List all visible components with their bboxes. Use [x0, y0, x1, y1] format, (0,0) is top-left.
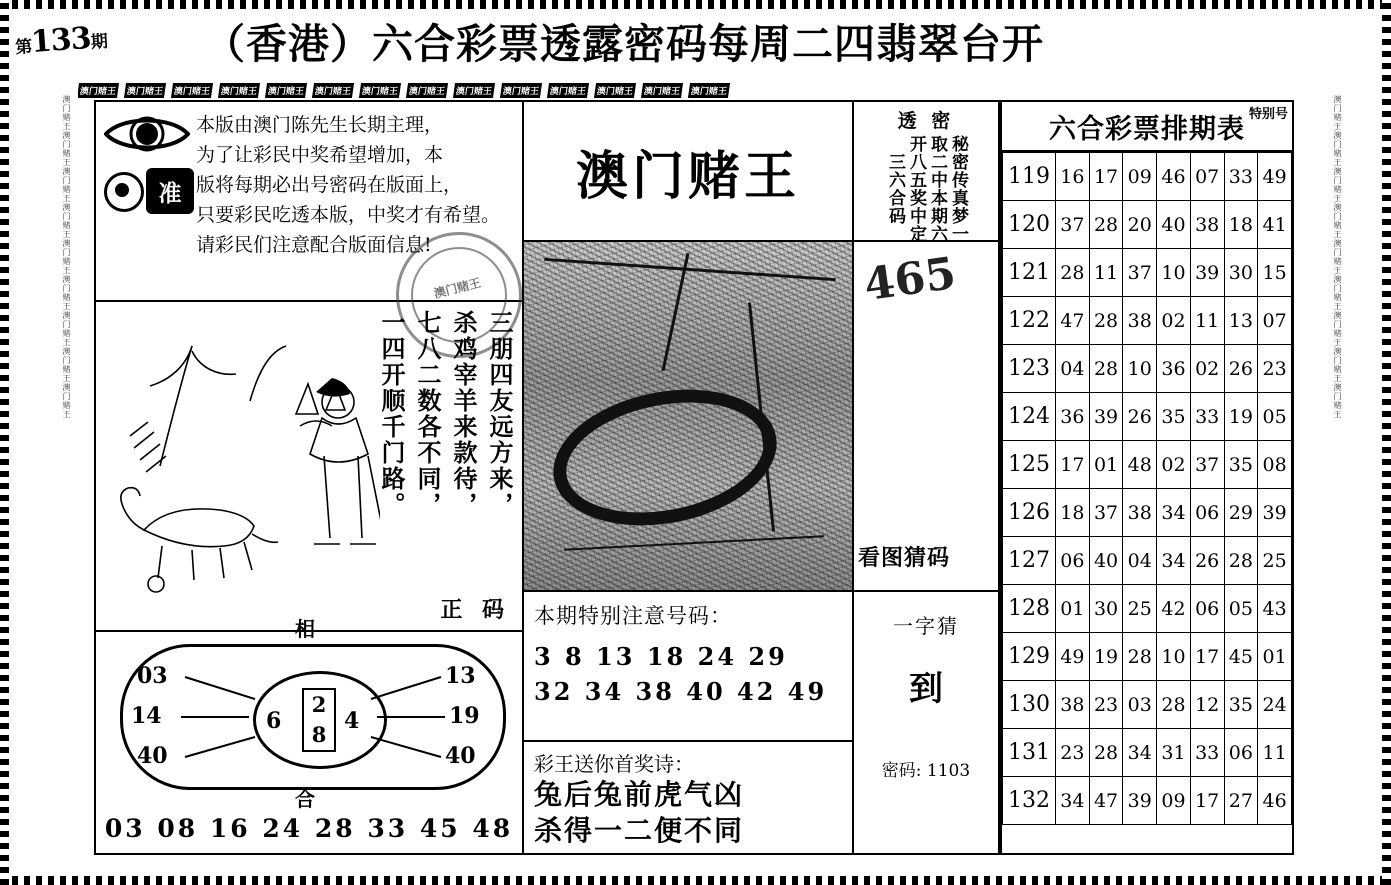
number-cell: 04	[1123, 537, 1157, 585]
handwriting-panel	[854, 242, 998, 592]
secret-title: 透 密	[897, 110, 955, 132]
oval-side-number: 40	[137, 743, 168, 769]
number-cell: 47	[1089, 777, 1123, 825]
number-cell: 33	[1190, 729, 1224, 777]
number-cell: 35	[1224, 681, 1258, 729]
scratch-line	[544, 258, 835, 281]
issue-suffix: 期	[90, 31, 108, 53]
oval-side-number: 14	[131, 703, 162, 729]
eye-icon	[102, 110, 194, 240]
number-cell: 26	[1190, 537, 1224, 585]
period-cell: 125	[1003, 441, 1056, 489]
page-title: （香港）六合彩票透露密码每周二四翡翠台开	[204, 20, 1044, 68]
number-cell: 18	[1056, 489, 1090, 537]
number-cell: 46	[1258, 777, 1292, 825]
ink-drawing	[100, 306, 380, 596]
number-cell: 39	[1123, 777, 1157, 825]
header	[9, 9, 1382, 81]
one-character-panel	[854, 592, 998, 857]
left-column	[94, 100, 524, 855]
number-cell: 19	[1089, 633, 1123, 681]
number-cell: 03	[1123, 681, 1157, 729]
number-cell: 05	[1258, 393, 1292, 441]
photo-panel	[524, 242, 852, 592]
table-row	[1003, 249, 1292, 297]
number-cell: 25	[1123, 585, 1157, 633]
side-ribbon-left: 澳门赌王澳门赌王澳门赌王澳门赌王澳门赌王澳门赌王澳门赌王澳门赌王澳门赌王	[62, 95, 71, 419]
number-cell: 11	[1258, 729, 1292, 777]
number-cell: 17	[1190, 633, 1224, 681]
number-cell: 30	[1224, 249, 1258, 297]
number-cell: 37	[1056, 201, 1090, 249]
secret-line: 取二中本期六	[927, 135, 947, 243]
secret-panel	[854, 102, 998, 242]
period-cell: 132	[1003, 777, 1056, 825]
notice-panel	[96, 102, 522, 302]
number-cell: 06	[1190, 585, 1224, 633]
schedule-table-sup-label: 特别号	[1248, 107, 1288, 122]
ribbon-stamp: 澳门赌王	[124, 83, 166, 98]
number-cell: 39	[1258, 489, 1292, 537]
bottom-number-row: 03 08 16 24 28 33 45 48	[104, 814, 514, 843]
number-cell: 10	[1157, 633, 1191, 681]
number-cell: 23	[1056, 729, 1090, 777]
period-cell: 126	[1003, 489, 1056, 537]
content-frame	[94, 100, 1294, 855]
period-cell: 120	[1003, 201, 1056, 249]
special-numbers-panel	[524, 592, 852, 742]
number-cell: 37	[1190, 441, 1224, 489]
period-cell: 119	[1003, 153, 1056, 201]
ribbon-stamp: 澳门赌王	[453, 83, 495, 98]
number-cell: 30	[1089, 585, 1123, 633]
period-cell: 131	[1003, 729, 1056, 777]
number-cell: 38	[1056, 681, 1090, 729]
prize-poem-line: 兔后兔前虎气凶	[534, 778, 745, 811]
ribbon-stamp: 澳门赌王	[500, 83, 542, 98]
number-cell: 02	[1157, 297, 1191, 345]
one-character-label: 一字猜	[893, 614, 959, 638]
brand-logo-text: 澳门赌王	[575, 145, 800, 207]
number-cell: 47	[1056, 297, 1090, 345]
number-cell: 23	[1258, 345, 1292, 393]
number-cell: 25	[1258, 537, 1292, 585]
table-row	[1003, 537, 1292, 585]
number-cell: 42	[1157, 585, 1191, 633]
schedule-table	[1002, 152, 1292, 825]
handwritten-number: 465	[860, 247, 959, 312]
number-cell: 01	[1056, 585, 1090, 633]
ribbon-stamp: 澳门赌王	[688, 83, 730, 98]
number-cell: 36	[1157, 345, 1191, 393]
scratch-line	[564, 535, 824, 551]
number-cell: 40	[1089, 537, 1123, 585]
ribbon-stamp: 澳门赌王	[547, 83, 589, 98]
poem-vertical	[378, 310, 516, 610]
number-cell: 34	[1157, 489, 1191, 537]
side-ribbon-right: 澳门赌王澳门赌王澳门赌王澳门赌王澳门赌王澳门赌王澳门赌王澳门赌王澳门赌王	[1333, 95, 1342, 419]
kantu-label: 看图猜码	[858, 545, 951, 571]
oval-inner	[253, 671, 387, 769]
number-cell: 10	[1123, 345, 1157, 393]
brand-logo	[524, 102, 852, 242]
number-cell: 28	[1123, 633, 1157, 681]
number-cell: 02	[1157, 441, 1191, 489]
number-cell: 05	[1224, 585, 1258, 633]
border-left	[0, 0, 9, 885]
number-cell: 09	[1123, 153, 1157, 201]
secret-column	[854, 100, 1000, 855]
notice-line: 本版由澳门陈先生长期主理，	[196, 114, 444, 136]
number-cell: 16	[1056, 153, 1090, 201]
issue-label	[14, 20, 108, 61]
border-bottom	[0, 876, 1391, 885]
secret-line: 三六合码	[885, 153, 905, 225]
period-cell: 129	[1003, 633, 1056, 681]
number-cell: 02	[1190, 345, 1224, 393]
notice-line: 版将每期必出号密码在版面上，	[196, 174, 463, 196]
ribbon-stamp: 澳门赌王	[406, 83, 448, 98]
number-cell: 39	[1190, 249, 1224, 297]
table-row	[1003, 393, 1292, 441]
table-row	[1003, 441, 1292, 489]
number-cell: 43	[1258, 585, 1292, 633]
number-cell: 11	[1190, 297, 1224, 345]
schedule-table-title: 六合彩票排期表	[1049, 113, 1245, 145]
number-cell: 04	[1056, 345, 1090, 393]
notice-line: 为了让彩民中奖希望增加，本	[196, 144, 444, 166]
center-number-bottom: 8	[311, 722, 327, 747]
number-cell: 39	[1089, 393, 1123, 441]
target-icon	[104, 172, 144, 212]
table-row	[1003, 201, 1292, 249]
period-cell: 124	[1003, 393, 1056, 441]
number-cell: 34	[1056, 777, 1090, 825]
number-cell: 40	[1157, 201, 1191, 249]
number-cell: 41	[1258, 201, 1292, 249]
number-cell: 33	[1190, 393, 1224, 441]
number-cell: 17	[1056, 441, 1090, 489]
number-cell: 24	[1258, 681, 1292, 729]
oval-label-top: 相	[295, 617, 315, 641]
number-cell: 06	[1056, 537, 1090, 585]
number-cell: 17	[1190, 777, 1224, 825]
number-cell: 28	[1056, 249, 1090, 297]
secret-line: 秘密传真梦一	[948, 135, 968, 243]
number-cell: 33	[1224, 153, 1258, 201]
number-cell: 49	[1258, 153, 1292, 201]
number-cell: 35	[1157, 393, 1191, 441]
number-cell: 37	[1089, 489, 1123, 537]
number-cell: 19	[1224, 393, 1258, 441]
period-cell: 127	[1003, 537, 1056, 585]
secret-columns	[856, 135, 996, 243]
table-row	[1003, 153, 1292, 201]
prize-poem-line: 杀得一二便不同	[534, 814, 745, 847]
poem-line: 一四开顺千门路。	[377, 310, 406, 518]
number-cell: 35	[1224, 441, 1258, 489]
one-character-value: 到	[909, 669, 943, 709]
number-cell: 38	[1123, 489, 1157, 537]
border-top	[0, 0, 1391, 9]
number-cell: 11	[1089, 249, 1123, 297]
number-cell: 36	[1056, 393, 1090, 441]
special-numbers-label: 本期特别注意号码：	[534, 604, 732, 628]
number-cell: 48	[1123, 441, 1157, 489]
number-cell: 38	[1123, 297, 1157, 345]
issue-prefix: 第	[14, 37, 33, 59]
ribbon-stamp: 澳门赌王	[218, 83, 260, 98]
border-right	[1382, 0, 1391, 885]
zhun-badge: 准	[146, 168, 194, 214]
center-number-top: 2	[311, 692, 327, 717]
poem-line: 三朋四友远方来，	[485, 310, 514, 518]
scratch-line	[662, 253, 690, 371]
number-cell: 27	[1224, 777, 1258, 825]
number-cell: 28	[1157, 681, 1191, 729]
number-cell: 18	[1224, 201, 1258, 249]
number-cell: 28	[1089, 201, 1123, 249]
table-row	[1003, 489, 1292, 537]
table-row	[1003, 345, 1292, 393]
number-cell: 28	[1089, 729, 1123, 777]
number-cell: 37	[1123, 249, 1157, 297]
poem-line: 七八二数各不同，	[413, 310, 442, 518]
number-cell: 20	[1123, 201, 1157, 249]
table-row	[1003, 729, 1292, 777]
poem-line: 杀鸡宰羊来款待，	[449, 310, 478, 518]
number-cell: 12	[1190, 681, 1224, 729]
schedule-table-header	[1002, 102, 1292, 152]
number-cell: 07	[1258, 297, 1292, 345]
number-cell: 34	[1123, 729, 1157, 777]
number-cell: 29	[1224, 489, 1258, 537]
number-cell: 46	[1157, 153, 1191, 201]
oval-outline	[120, 617, 506, 811]
table-row	[1003, 585, 1292, 633]
prize-poem-label: 彩王送你首奖诗：	[534, 752, 694, 776]
special-numbers-row: 3 8 13 18 24 29	[534, 642, 788, 671]
number-cell: 13	[1224, 297, 1258, 345]
oval-side-number: 03	[137, 663, 168, 689]
oval-side-number: 19	[449, 703, 480, 729]
ribbon-stamp: 澳门赌王	[312, 83, 354, 98]
table-row	[1003, 681, 1292, 729]
number-cell: 45	[1224, 633, 1258, 681]
number-cell: 49	[1056, 633, 1090, 681]
oval-label-bottom: 合	[295, 787, 315, 811]
number-cell: 28	[1224, 537, 1258, 585]
number-cell: 31	[1157, 729, 1191, 777]
schedule-table-panel	[1000, 100, 1294, 855]
number-cell: 17	[1089, 153, 1123, 201]
table-row	[1003, 297, 1292, 345]
period-cell: 123	[1003, 345, 1056, 393]
oval-side-number: 13	[445, 663, 476, 689]
number-cell: 15	[1258, 249, 1292, 297]
number-cell: 26	[1224, 345, 1258, 393]
ribbon-stamp: 澳门赌王	[171, 83, 213, 98]
number-cell: 23	[1089, 681, 1123, 729]
ribbon-stamp: 澳门赌王	[594, 83, 636, 98]
number-cell: 01	[1089, 441, 1123, 489]
notice-line: 只要彩民吃透本版，中奖才有希望。	[196, 204, 501, 226]
prize-poem-panel	[524, 742, 852, 855]
period-cell: 128	[1003, 585, 1056, 633]
number-cell: 01	[1258, 633, 1292, 681]
eye-graphic	[104, 114, 190, 154]
number-cell: 07	[1190, 153, 1224, 201]
period-cell: 121	[1003, 249, 1056, 297]
ribbon-stamp: 澳门赌王	[78, 83, 119, 98]
circled-marking	[542, 372, 789, 544]
table-row	[1003, 633, 1292, 681]
number-cell: 26	[1123, 393, 1157, 441]
center-column	[524, 100, 854, 855]
oval-number-panel	[96, 617, 522, 855]
period-cell: 122	[1003, 297, 1056, 345]
stamp-ribbon	[78, 82, 1308, 99]
code-label: 密码: 1103	[881, 761, 971, 781]
illustration-panel	[96, 302, 522, 632]
ribbon-stamp: 澳门赌王	[359, 83, 401, 98]
number-cell: 06	[1190, 489, 1224, 537]
zhengma-label: 正 码	[440, 597, 510, 623]
ribbon-stamp: 澳门赌王	[265, 83, 307, 98]
issue-number: 133	[29, 20, 92, 61]
table-row	[1003, 777, 1292, 825]
number-cell: 10	[1157, 249, 1191, 297]
round-stamp-text: 澳门赌王	[432, 275, 483, 301]
number-cell: 34	[1157, 537, 1191, 585]
period-cell: 130	[1003, 681, 1056, 729]
number-cell: 28	[1089, 297, 1123, 345]
oval-left-digit: 6	[266, 708, 282, 734]
special-numbers-row: 32 34 38 40 42 49	[534, 677, 828, 706]
number-cell: 09	[1157, 777, 1191, 825]
number-cell: 38	[1190, 201, 1224, 249]
oval-side-number: 40	[445, 743, 476, 769]
number-cell: 28	[1089, 345, 1123, 393]
oval-right-digit: 4	[344, 708, 360, 734]
ribbon-stamp: 澳门赌王	[641, 83, 683, 98]
center-number-box	[302, 688, 336, 752]
notice-line: 请彩民们注意配合版面信息!	[196, 234, 432, 256]
number-cell: 06	[1224, 729, 1258, 777]
secret-line: 开八五奖中定	[906, 135, 926, 243]
number-cell: 08	[1258, 441, 1292, 489]
